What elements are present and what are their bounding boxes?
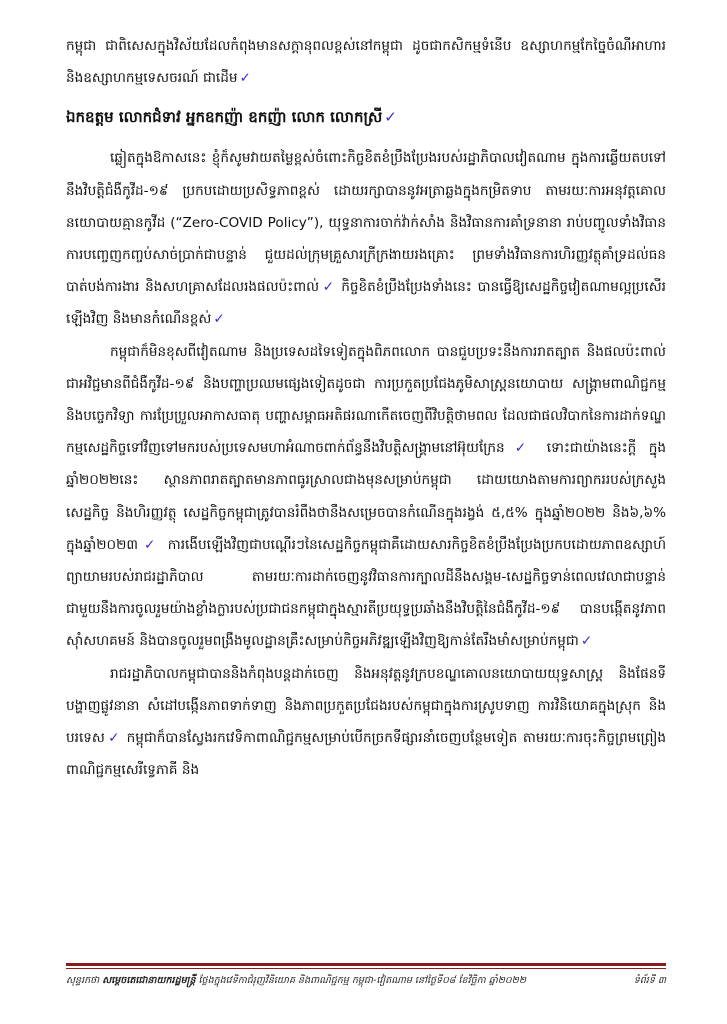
- body-paragraph: [66, 142, 666, 335]
- footer-divider-thin: [66, 968, 666, 969]
- body-paragraph: [66, 336, 666, 658]
- check-mark-icon: ✓: [384, 108, 397, 127]
- document-page: [66, 30, 666, 960]
- paragraph-text: រាជរដ្ឋាភិបាលកម្ពុជាបាននិងកំពុងបន្តដាក់ចេញ និងអនុវត្តនូវក្របខណ្ឌគោលនយោបាយយុទ្ធសាស្ត្រ និងផែនទីបង្ហាញផ្លូវនានា សំដៅបង្កើនភាពទាក់ទាញ និងភាពប្រកួតប្រជែងរបស់កម្ពុជាក្នុងការស្រូបទាញ ការវិនិយោគក្នុងស្រុក និងបរទេស: [66, 665, 666, 747]
- check-mark-icon: ✓: [239, 70, 251, 87]
- page-number: ទំព័រទី ៣: [633, 975, 666, 986]
- check-mark-icon: ✓: [580, 633, 593, 650]
- paragraph-text: ឆ្លៀតក្នុងឱកាសនេះ ខ្ញុំក៏សូមវាយតម្លៃខ្ពស់ចំពោះកិច្ចខិតខំប្រឹងប្រែងរបស់រដ្ឋាភិបាលវៀតណាម ក្នុងការឆ្លើយតបទៅនឹងវិបត្តិជំងឺកូវីដ-១៩ ប្រកបដោយប្រសិទ្ធភាពខ្ពស់ ដោយរក្សាបាននូវអត្រាឆ្លងក្នុងកម្រិតទាប តាមរយៈការអនុវត្តគោលនយោបាយគ្មានកូវីដ (“Zero-COVID Policy”), យុទ្ធនាការចាក់វ៉ាក់សាំង និងវិធានការគាំទ្រនានា រាប់បញ្ចូលទាំងវិធានការបញ្ចេញកញ្ចប់សាច់ប្រាក់ជាបន្ទាន់ ជួយដល់ក្រុមគ្រួសារក្រីក្រងាយរងគ្រោះ ព្រមទាំងវិធានការហិរញ្ញវត្ថុគាំទ្រដល់ធនបាត់បង់ការងារ និងសហគ្រាសដែលរងផលប៉ះពាល់: [66, 150, 666, 296]
- footer-divider-thick: [66, 963, 666, 966]
- intro-text: កម្ពុជា ជាពិសេសក្នុងវិស័យដែលកំពុងមានសក្តានុពលខ្ពស់នៅកម្ពុជា ដូចជាកសិកម្មទំនើប ឧស្សាហកម្មកែច្នៃចំណីអាហារ និងឧស្សាហកម្មទេសចរណ៍ ជាដើម: [66, 38, 666, 87]
- salutation-heading: [66, 100, 666, 134]
- footer-event: ថ្លែងក្នុងវេទិកាជំរុញវិនិយោគ និងពាណិជ្ជកម្ម កម្ពុជា-វៀតណាម នៅថ្ងៃទី០៨ ខែវិច្ឆិកា ឆ្នាំ២០២២: [198, 975, 527, 986]
- footer-speaker: សម្តេចតេជោនាយករដ្ឋមន្ត្រី: [102, 975, 196, 986]
- check-mark-icon: ✓: [506, 440, 535, 457]
- body-paragraph: [66, 658, 666, 787]
- check-mark-icon: ✓: [140, 536, 160, 553]
- check-mark-icon: ✓: [321, 279, 336, 296]
- check-mark-icon: ✓: [106, 730, 121, 747]
- check-mark-icon: ✓: [213, 311, 225, 328]
- paragraph-text: កម្ពុជាក៏មិនខុសពីវៀតណាម និងប្រទេសដទៃទៀតក្នុងពិភពលោក បានជួបប្រទះនឹងការរាតត្បាត និងផលប៉ះពាល់ជាអវិជ្ជមានពីជំងឺកូវីដ-១៩ និងបញ្ហាប្រឈមផ្សេងទៀតដូចជា ការប្រកួតប្រជែងភូមិសាស្ត្រនយោបាយ សង្គ្រាមពាណិជ្ជកម្ម និងបច្ចេកវិទ្យា ការប្រែប្រួលអាកាសធាតុ បញ្ហាសម្ពាធអតិផរណាកើតចេញពីវិបត្តិថាមពល ដែលជាផលវិបាកនៃការដាក់ទណ្ឌកម្មសេដ្ឋកិច្ចទៅវិញទៅមករបស់ប្រទេសមហាអំណាចពាក់ព័ន្ធនឹងវិបត្តិសង្គ្រាមនៅអ៊ុយក្រែន: [66, 343, 666, 457]
- paragraph-text: ទោះជាយ៉ាងនេះក្តី ក្នុងឆ្នាំ២០២២នេះ ស្ថានភាពរាតត្បាតមានភាពធូរស្រាលជាងមុនសម្រាប់កម្ពុជា ដោយយោងតាមការព្យាកររបស់ក្រសួងសេដ្ឋកិច្ច និងហិរញ្ញវត្ថុ សេដ្ឋកិច្ចកម្ពុជាត្រូវបានរំពឹងថានឹងសម្រេចបានកំណើនក្នុងរង្វង់ ៥,៥% ក្នុងឆ្នាំ២០២២ និង៦,៦% ក្នុងឆ្នាំ២០២៣: [66, 440, 666, 553]
- paragraph-text: កម្ពុជាក៏បានស្វែងរកវេទិកាពាណិជ្ជកម្មសម្រាប់បើកច្រកទីផ្សារនាំចេញបន្ថែមទៀត តាមរយៈការចុះកិច្ចព្រមព្រៀងពាណិជ្ជកម្មសេរីទ្វេភាគី និង: [66, 730, 666, 779]
- intro-paragraph: [66, 30, 666, 94]
- heading-text: ឯកឧត្តម លោកជំទាវ អ្នកឧកញ៉ា ឧកញ៉ា លោក លោកស្រី: [66, 108, 383, 127]
- footer-caption: [66, 973, 586, 989]
- paragraph-text: កិច្ចខិតខំប្រឹងប្រែងទាំងនេះ បានធ្វើឱ្យសេដ្ឋកិច្ចវៀតណាមល្អប្រសើរឡើងវិញ និងមានកំណើនខ្ពស់: [66, 279, 666, 328]
- footer-prefix: សុន្ទរកថា: [66, 975, 100, 986]
- paragraph-text: ការងើបឡើងវិញជាបណ្តើរៗនៃសេដ្ឋកិច្ចកម្ពុជាគឺដោយសារកិច្ចខិតខំប្រឹងប្រែងប្រកបដោយភាពឧស្សាហ៍ព្យាយាមរបស់រាជរដ្ឋាភិបាល តាមរយៈការដាក់ចេញនូវវិធានការក្បាលដីនឹងសង្គម-សេដ្ឋកិច្ចទាន់ពេលវេលាជាបន្ទាន់ ជាមួយនឹងការចូលរួមយ៉ាងខ្លាំងក្លារបស់ប្រជាជនកម្ពុជាក្នុងស្មារតីប្រយុទ្ធប្រឆាំងនឹងវិបត្តិនៃជំងឺកូវីដ-១៩ បានបង្កើតនូវភាពស៊ាំសហគមន៍ និងបានចូលរួមពង្រឹងមូលដ្ឋានគ្រឹះសម្រាប់កិច្ចអភិវឌ្ឍឡើងវិញឱ្យកាន់តែរឹងមាំសម្រាប់កម្ពុជា: [66, 536, 666, 650]
